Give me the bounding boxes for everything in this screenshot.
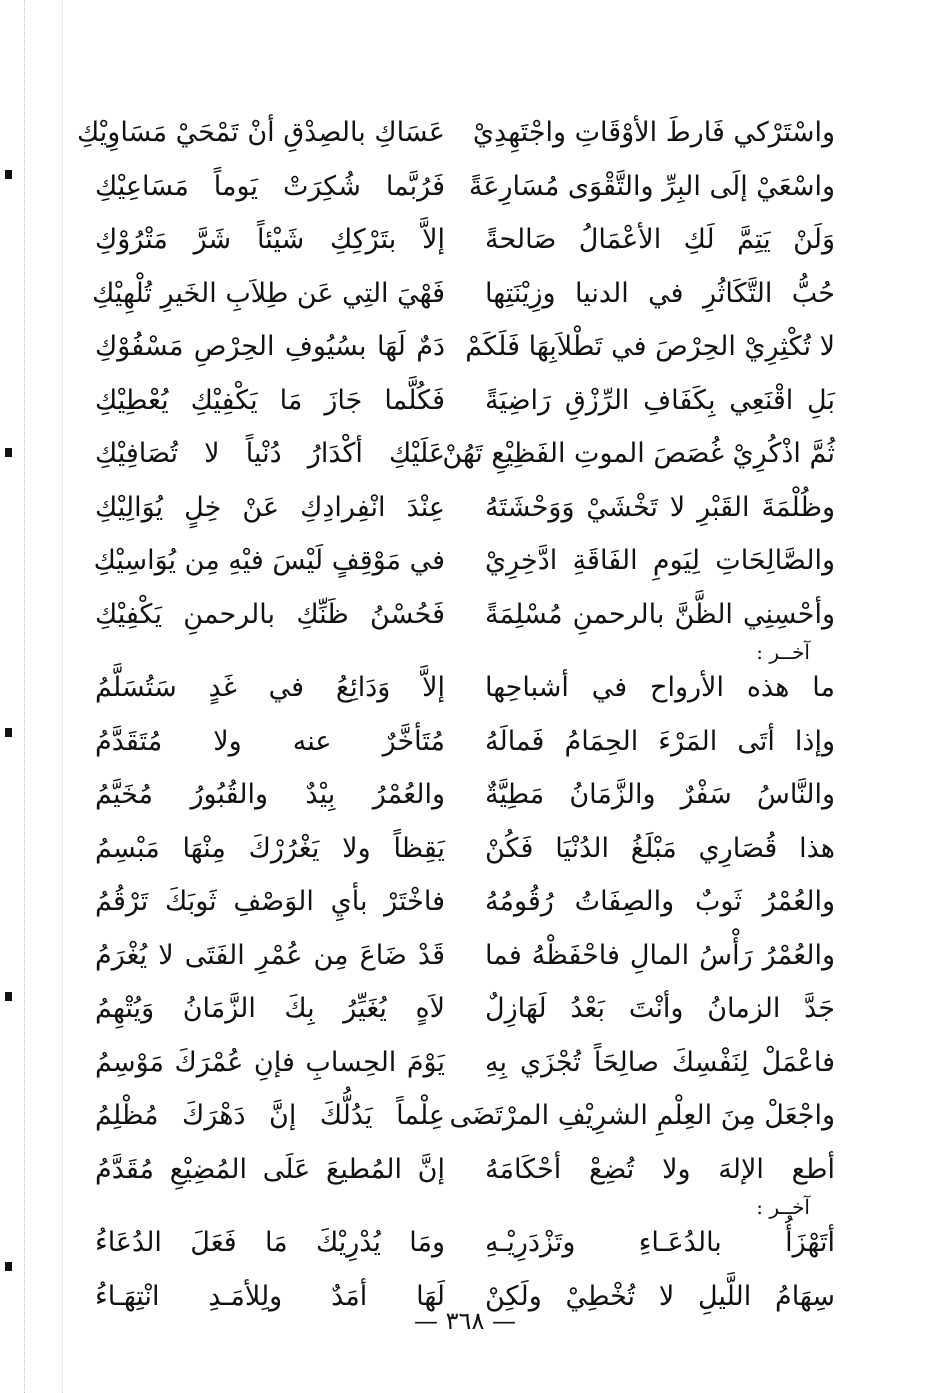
verse-second-hemistich: إلاَّ وَدَائِعُ في غَدٍ سَتُسَلَّمُ xyxy=(95,672,445,703)
verse-first-hemistich: وإذا أتَى المَرْءَ الحِمَامُ فَمالَهُ xyxy=(485,725,835,757)
verse-second-hemistich: عَسَاكِ بالصِدْقِ أنْ تَمْحَيْ مَسَاوِيْكِ xyxy=(77,117,445,148)
verse-second-hemistich: ومَا يُدْرِيْكَ مَا فَعَلَ الدُعَاءُ xyxy=(95,1227,445,1258)
verse-line xyxy=(95,722,835,762)
verse-first-hemistich: جَدَّ الزمانُ وأنْتَ بَعْدُ لَهَازِلٌ xyxy=(485,993,835,1024)
verse-line xyxy=(95,1150,835,1190)
verse-line xyxy=(77,113,835,153)
verse-first-hemistich: واسْتَرْكي فَارطَ الأوْقَاتِ واجْتَهِدِيْ xyxy=(472,117,835,148)
verse-first-hemistich: واسْعَيْ إلَى البِرِّ والتَّقْوَى مُسَارِعَةً xyxy=(468,170,835,202)
section-heading: آخــر : xyxy=(756,1195,810,1219)
page-number: — ٣٦٨ — xyxy=(414,1307,516,1335)
verse-second-hemistich: فَحُسْنُ ظَنِّكِ بالرحمنِ يَكْفِيْكِ xyxy=(95,598,445,630)
margin-mark xyxy=(5,170,12,179)
verse-second-hemistich: لاَهٍ يُغَيِّرُ بِكَ الزَّمَانُ وَيُتْهِمُ xyxy=(95,993,445,1024)
verse-first-hemistich: والعُمْرُ رَأْسُ المالِ فاحْفَظْهُ فما xyxy=(485,939,835,971)
verse-line xyxy=(92,274,835,314)
verse-line xyxy=(95,829,835,869)
verse-second-hemistich: إنَّ المُطيعَ عَلَى المُضِيْعِ مُقَدَّمُ xyxy=(95,1153,445,1185)
verse-second-hemistich: قَدْ ضَاعَ مِن عُمْرِ الفَتَى لا يُغْرَمُ xyxy=(95,939,445,971)
verse-line xyxy=(95,775,835,815)
verse-line xyxy=(95,488,835,528)
verse-first-hemistich: والصَّالِحَاتِ لِيَومِ الفَاقَةِ ادَّخِرِيْ xyxy=(485,545,835,576)
verse-second-hemistich: فَرُبَّما شُكِرَتْ يَوماً مَسَاعِيْكِ xyxy=(95,170,445,202)
section-heading: آخــر : xyxy=(756,640,810,664)
verse-second-hemistich: والعُمْرُ بِيْدٌ والقُبُورُ مُخَيَّمُ xyxy=(95,779,445,810)
verse-second-hemistich: عِلْماً يَدُلُّكَ إنَّ دَهْرَكَ مُظْلِمُ xyxy=(95,1100,445,1131)
verse-line xyxy=(95,434,835,474)
verse-second-hemistich: فَكُلَّما جَازَ مَا يَكْفِيْكِ يُعْطِيْكِ xyxy=(95,384,445,416)
margin-mark xyxy=(5,992,12,1001)
verse-line xyxy=(95,541,835,581)
verse-second-hemistich: فاخْتَرْ بأيِ الوَصْفِ ثَوبَكَ تَرْقُمُ xyxy=(95,886,445,917)
margin-mark xyxy=(5,448,12,457)
verse-first-hemistich: فاعْمَلْ لِنَفْسِكَ صالِحَاً تُجْزَي بِهِ xyxy=(485,1046,835,1078)
verse-first-hemistich: سِهَامُ اللَّيلِ لا تُخْطِيْ ولَكِنْ xyxy=(485,1280,835,1312)
verse-line xyxy=(95,1223,835,1263)
verse-first-hemistich: هذا قُصَارِي مَبْلَغُ الدُنْيَا فَكُنْ xyxy=(485,832,835,864)
verse-first-hemistich: والنَّاسُ سَفْرٌ والزَّمَانُ مَطِيَّةٌ xyxy=(485,779,835,810)
verse-line xyxy=(95,1096,835,1136)
verse-first-hemistich: واجْعَلْ مِنَ العِلْمِ الشرِيْفِ المرْتَضَى xyxy=(449,1100,835,1131)
verse-second-hemistich: في مَوْقِفٍ لَيْسَ فيْهِ مِن يُوَاسِيْكِ xyxy=(93,545,445,576)
verse-first-hemistich: بَلِ اقْنَعِي بِكَفَافِ الرِّزْقِ رَاضِيَةً xyxy=(485,384,835,416)
verse-line xyxy=(95,882,835,922)
verse-line xyxy=(95,936,835,976)
verse-line xyxy=(95,167,835,207)
verse-line xyxy=(95,381,835,421)
verse-second-hemistich: لَهَا أمَدٌ ولِلأمَـدِ انْتِهَـاءُ xyxy=(95,1280,445,1312)
verse-line xyxy=(95,220,835,260)
verse-first-hemistich: أتَهْزَأُ بالدُعَـاءِ وتَزْدَرِيْـهِ xyxy=(485,1227,835,1258)
verse-second-hemistich: يَقِظاً ولا يَغْرُرْكَ مِنْهَا مَبْسِمُ xyxy=(95,832,445,864)
verse-first-hemistich: وظُلْمَةَ القَبْرِ لا تَخْشَيْ وَوَحْشَتَهُ xyxy=(485,491,835,523)
verse-second-hemistich: فَهْيَ التِي عَن طِلاَبِ الخَيرِ تُلْهِيْكِ xyxy=(92,277,445,309)
verse-line xyxy=(95,668,835,708)
verse-first-hemistich: حُبُّ التَّكَاثُرِ في الدنيا وزِيْنَتِها xyxy=(485,277,835,309)
verse-line xyxy=(95,327,835,367)
verse-first-hemistich: والعُمْرُ ثَوبٌ والصِفَاتُ رُقُومُهُ xyxy=(485,886,835,917)
page-edge-line-inner xyxy=(62,0,63,1393)
verse-line xyxy=(95,595,835,635)
verse-second-hemistich: عِنْدَ انْفِرادِكِ عَنْ خِلٍ يُوَالِيْكِ xyxy=(95,491,445,523)
verse-line xyxy=(95,1043,835,1083)
verse-second-hemistich: إلاَّ بتَرْكِكِ شَيْئاً شَرَّ مَتْرُوْكِ xyxy=(95,224,445,255)
page-edge-line xyxy=(24,0,25,1393)
verse-second-hemistich: دَمٌ لَهَا بسُيُوفِ الحِرْصِ مَسْفُوْكِ xyxy=(95,331,445,362)
verse-first-hemistich: أطع الإلهَ ولا تُضِعْ أحْكَامَهُ xyxy=(485,1153,835,1185)
verse-first-hemistich: وَلَنْ يَتِمَّ لَكِ الأعْمَالُ صَالحةً xyxy=(485,224,835,255)
book-page xyxy=(77,95,835,1355)
verse-first-hemistich: ثُمَّ اذْكُرِيْ غُصَصَ الموتِ الفَظِيْعِ تَهُنْ xyxy=(442,438,835,469)
verse-line xyxy=(95,989,835,1029)
verse-first-hemistich: وأحْسِنِي الظَّنَّ بالرحمنِ مُسْلِمَةً xyxy=(485,598,835,630)
verse-first-hemistich: لا تُكْثِرِيْ الحِرْصَ في تَطْلاَبِهَا فَلَكَمْ xyxy=(465,331,835,362)
verse-second-hemistich: يَوْمَ الحِسابِ فإنِ عُمْرَكَ مَوْسِمُ xyxy=(95,1046,445,1078)
verse-second-hemistich: عَلَيْكِ أكْدَارُ دُنْياً لا تُصَافِيْكِ xyxy=(95,438,445,469)
margin-mark xyxy=(5,728,12,737)
margin-mark xyxy=(5,1262,12,1271)
verse-first-hemistich: ما هذه الأرواح في أشباحِها xyxy=(485,672,835,703)
verse-second-hemistich: مُتَأخَّرٌ عنه ولا مُتَقَدَّمُ xyxy=(95,725,445,757)
